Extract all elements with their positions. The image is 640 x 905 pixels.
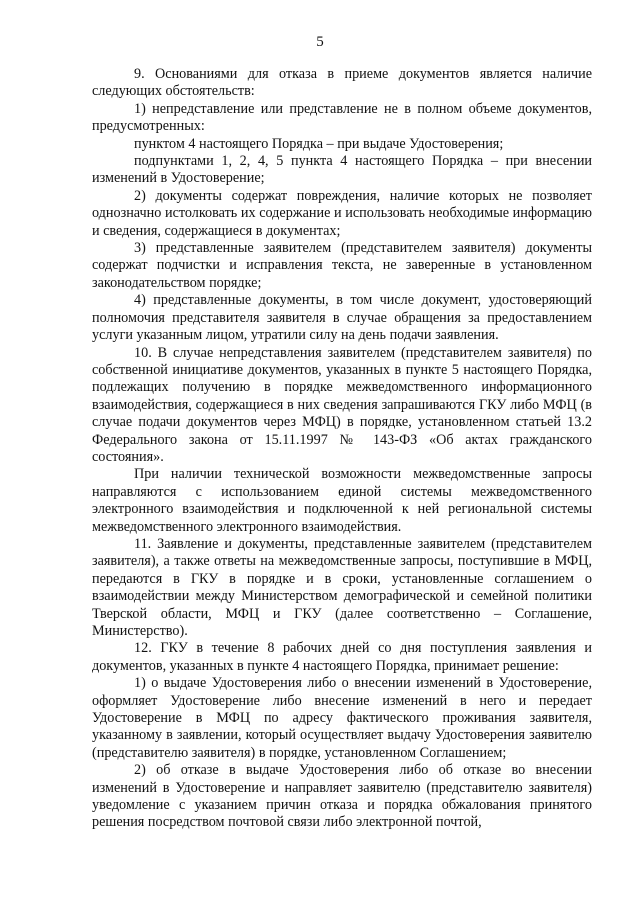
paragraph-12-item-2: 2) об отказе в выдаче Удостоверения либо об отказе во внесении изменений в Удостоверение и направляет заявителю (представителю заявителя) уведомление с указанием причин отказа и порядка обжалования принятого решения посредством почтовой связи либо электронной почтой, bbox=[92, 762, 592, 831]
paragraph-10: 10. В случае непредставления заявителем (представителем заявителя) по собственной инициативе документов, указанных в пункте 5 настоящего Порядка, подлежащих получению в порядке межведомственного информационного взаимодействия, содержащиеся в них сведения запрашиваются ГКУ либо МФЦ (в случае подачи документов через МФЦ) в порядке, установленном статьей 13.2 Федерального закона от 15.11.1997 № 143-ФЗ «Об актах гражданского состояния». bbox=[92, 344, 592, 465]
paragraph-9-intro: 9. Основаниями для отказа в приеме документов является наличие следующих обстоятельств: bbox=[92, 66, 592, 100]
paragraph-11: 11. Заявление и документы, представленные заявителем (представителем заявителя), а также ответы на межведомственные запросы, поступившие в МФЦ, передаются в ГКУ в порядке и в сроки, установленные соглашением о взаимодействии между Министерством демографической и семейной политики Тверской области, МФЦ и ГКУ (далее соответственно – Соглашение, Министерство). bbox=[92, 535, 592, 639]
paragraph-9-item-1: 1) непредставление или представление не в полном объеме документов, предусмотренных: bbox=[92, 100, 592, 135]
paragraph-12-intro: 12. ГКУ в течение 8 рабочих дней со дня поступления заявления и документов, указанных в пункте 4 настоящего Порядка, принимает решение: bbox=[92, 640, 592, 674]
paragraph-10-continuation: При наличии технической возможности межведомственные запросы направляются с использованием единой системы межведомственного электронного взаимодействия и подключенной к ней региональной системы межведомственного электронного взаимодействия. bbox=[92, 466, 592, 535]
paragraph-12-item-1: 1) о выдаче Удостоверения либо о внесении изменений в Удостоверение, оформляет Удостоверение либо внесение изменений в него и передает Удостоверение в МФЦ по адресу фактического проживания заявителя, указанному в заявлении, который осуществляет выдачу Удостоверения заявителю (представителю заявителя) в порядке, установленном Соглашением; bbox=[92, 675, 592, 761]
document-body bbox=[92, 66, 592, 832]
paragraph-9-item-1-sub-b: подпунктами 1, 2, 4, 5 пункта 4 настоящего Порядка – при внесении изменений в Удостоверение; bbox=[92, 153, 592, 187]
page-number: 5 bbox=[316, 34, 324, 50]
paragraph-9-item-1-sub-a: пунктом 4 настоящего Порядка – при выдаче Удостоверения; bbox=[134, 135, 504, 152]
paragraph-9-item-4: 4) представленные документы, в том числе документ, удостоверяющий полномочия представителя заявителя в случае обращения за предоставлением услуги указанным лицом, утратили силу на день подачи заявления. bbox=[92, 292, 592, 344]
paragraph-9-item-2: 2) документы содержат повреждения, наличие которых не позволяет однозначно истолковать их содержание и использовать необходимые информацию и сведения, содержащиеся в документах; bbox=[92, 187, 592, 239]
paragraph-9-item-3: 3) представленные заявителем (представителем заявителя) документы содержат подчистки и исправления текста, не заверенные в установленном законодательством порядке; bbox=[92, 240, 592, 291]
